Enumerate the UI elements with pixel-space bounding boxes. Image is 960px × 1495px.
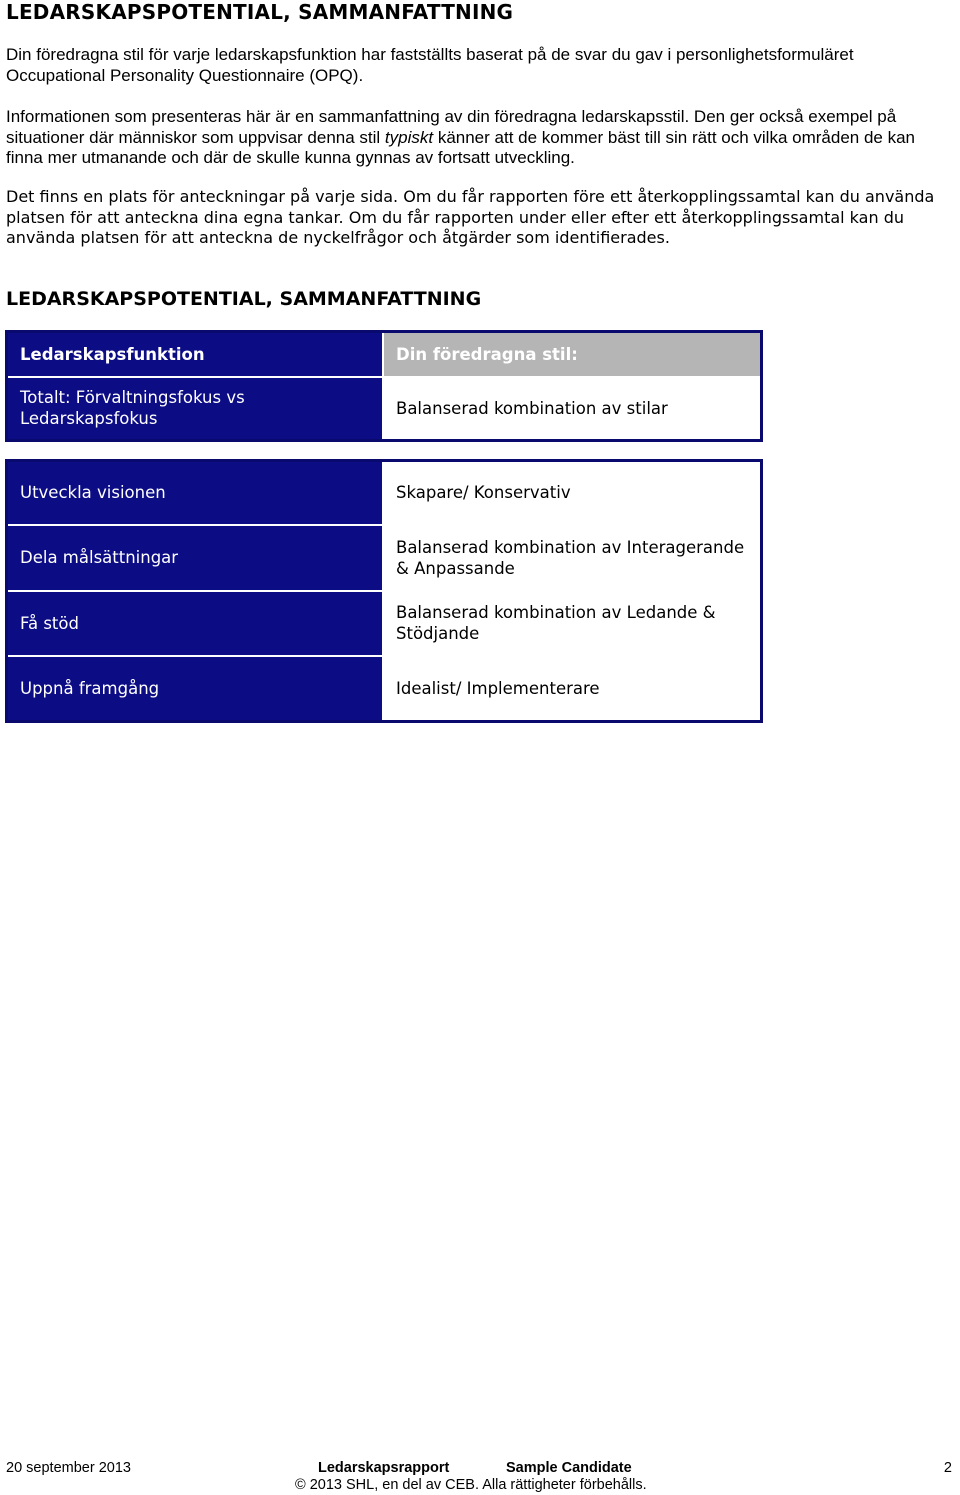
total-row — [7, 377, 762, 441]
function-name: Uppnå framgång — [7, 656, 384, 722]
table-row — [7, 461, 762, 525]
intro-paragraph-3: Det finns en plats för anteckningar på varje sida. Om du får rapporten före ett återkopplingssamtal kan du använda platsen för att anteckna dina egna tankar. Om du får rapporten under eller efter ett återkopplingssamtal kan du använda platsen för att anteckna de nyckelfrågor och åtgärder som identifierades. — [6, 187, 935, 247]
summary-table — [5, 330, 763, 442]
table-row — [7, 525, 762, 591]
footer — [6, 1460, 956, 1476]
footer-candidate: Sample Candidate — [506, 1460, 632, 1476]
style-column-header: Din föredragna stil: — [383, 332, 762, 377]
function-name: Utveckla visionen — [7, 461, 384, 525]
table-row — [7, 656, 762, 722]
footer-report-name: Ledarskapsrapport — [318, 1460, 450, 1476]
intro-paragraph-2-emphasis: typiskt — [384, 127, 434, 147]
page-title: LEDARSKAPSPOTENTIAL, SAMMANFATTNING — [6, 0, 514, 24]
table-row — [7, 591, 762, 656]
section-title: LEDARSKAPSPOTENTIAL, SAMMANFATTNING — [6, 288, 482, 310]
summary-header-row — [7, 332, 762, 377]
function-name: Få stöd — [7, 591, 384, 656]
footer-date: 20 september 2013 — [6, 1460, 131, 1476]
function-style: Balanserad kombination av Ledande & Stödjande — [383, 591, 762, 656]
intro-paragraph-2 — [6, 107, 956, 169]
intro-paragraph-1: Din föredragna stil för varje ledarskapsfunktion har fastställts baserat på de svar du gav i personlighetsformuläret Occupational Personality Questionnaire (OPQ). — [6, 45, 854, 85]
total-value: Balanserad kombination av stilar — [383, 377, 762, 441]
total-label: Totalt: Förvaltningsfokus vs Ledarskapsfokus — [7, 377, 384, 441]
intro-paragraph-2-end: känner att de kommer bäst till sin rätt och vilka områden de kan finna mer utmanande och där de skulle kunna gynnas av fortsatt utveckling. — [6, 127, 915, 167]
functions-table — [5, 459, 763, 723]
footer-page-number: 2 — [943, 1460, 952, 1476]
function-column-header: Ledarskapsfunktion — [7, 332, 384, 377]
function-style: Skapare/ Konservativ — [383, 461, 762, 525]
footer-copyright: © 2013 SHL, en del av CEB. Alla rättigheter förbehålls. — [295, 1477, 647, 1493]
function-style: Balanserad kombination av Interagerande & Anpassande — [383, 525, 762, 591]
function-style: Idealist/ Implementerare — [383, 656, 762, 722]
function-name: Dela målsättningar — [7, 525, 384, 591]
intro-paragraph-2-start: Informationen som presenteras här är en sammanfattning av din föredragna ledarskapsstil. Den ger också exempel på situationer där människor som uppvisar denna stil — [6, 107, 897, 147]
